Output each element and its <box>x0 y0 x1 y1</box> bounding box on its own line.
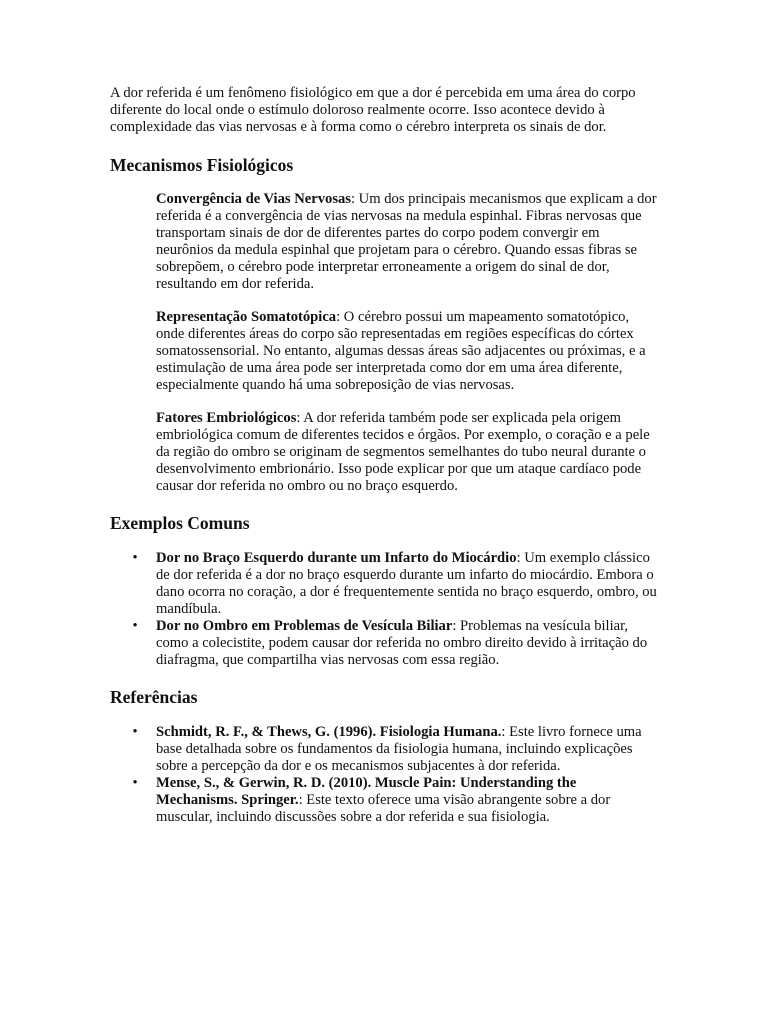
reference-text: : Este texto oferece uma visão abrangente sobre a dor muscular, incluindo discussões sobre a dor referida e sua fisiologia. <box>156 792 611 825</box>
bullet-marker: • <box>132 550 138 566</box>
mechanism-text: : A dor referida também pode ser explicada pela origem embriológica comum de diferentes tecidos e órgãos. Por exemplo, o coração e a pele da região do ombro se originam de segmentos semelhantes do tubo neural durante o desenvolvimento embrionário. Isso pode explicar por que um ataque cardíaco pode causar dor referida no ombro ou no braço esquerdo. <box>156 410 650 494</box>
mechanism-term: Fatores Embriológicos <box>156 410 297 426</box>
mechanism-paragraph <box>156 309 658 394</box>
mechanism-text: : O cérebro possui um mapeamento somatotópico, onde diferentes áreas do corpo são representadas em regiões específicas do córtex somatossensorial. No entanto, algumas dessas áreas são adjacentes ou próximas, e a estimulação de uma área pode ser interpretada como dor em uma área diferente, especialmente quando há uma sobreposição de vias nervosas. <box>156 309 646 393</box>
mechanism-text: : Um dos principais mecanismos que explicam a dor referida é a convergência de vias nervosas na medula espinhal. Fibras nervosas que transportam sinais de dor de diferentes partes do corpo podem convergir em neurônios da medula espinhal que projetam para o cérebro. Quando essas fibras se sobrepõem, o cérebro pode interpretar erroneamente a origem do sinal de dor, resultando em dor referida. <box>156 191 657 292</box>
bullet-marker: • <box>132 775 138 791</box>
list-item <box>110 775 658 826</box>
document-page <box>110 85 658 826</box>
examples-list <box>110 550 658 669</box>
reference-citation: Schmidt, R. F., & Thews, G. (1996). Fisiologia Humana. <box>156 724 502 740</box>
list-item <box>110 550 658 618</box>
mechanism-term: Convergência de Vias Nervosas <box>156 191 351 207</box>
section-heading-referencias: Referências <box>110 687 198 707</box>
list-item <box>110 618 658 669</box>
example-text: : Problemas na vesícula biliar, como a colecistite, podem causar dor referida no ombro direito devido à irritação do diafragma, que compartilha vias nervosas com essa região. <box>156 618 648 668</box>
reference-text: : Este livro fornece uma base detalhada sobre os fundamentos da fisiologia humana, incluindo explicações sobre a percepção da dor e os mecanismos subjacentes à dor referida. <box>156 724 642 774</box>
mechanisms-list <box>156 191 658 495</box>
example-text: : Um exemplo clássico de dor referida é a dor no braço esquerdo durante um infarto do miocárdio. Embora o dano ocorra no coração, a dor é frequentemente sentida no braço esquerdo, ombro, ou mandíbula. <box>156 550 657 617</box>
section-heading-exemplos: Exemplos Comuns <box>110 513 250 533</box>
list-item <box>110 724 658 775</box>
section-heading-mecanismos: Mecanismos Fisiológicos <box>110 155 294 175</box>
references-list <box>110 724 658 826</box>
example-term: Dor no Ombro em Problemas de Vesícula Biliar <box>156 618 453 634</box>
reference-citation: Mense, S., & Gerwin, R. D. (2010). Muscle Pain: Understanding the Mechanisms. Springer. <box>156 775 577 808</box>
mechanism-term: Representação Somatotópica <box>156 309 337 325</box>
example-term: Dor no Braço Esquerdo durante um Infarto do Miocárdio <box>156 550 517 566</box>
intro-paragraph: A dor referida é um fenômeno fisiológico em que a dor é percebida em uma área do corpo diferente do local onde o estímulo doloroso realmente ocorre. Isso acontece devido à complexidade das vias nervosas e à forma como o cérebro interpreta os sinais de dor. <box>110 85 636 135</box>
mechanism-paragraph <box>156 191 658 293</box>
bullet-marker: • <box>132 724 138 740</box>
mechanism-paragraph <box>156 410 658 495</box>
bullet-marker: • <box>132 618 138 634</box>
